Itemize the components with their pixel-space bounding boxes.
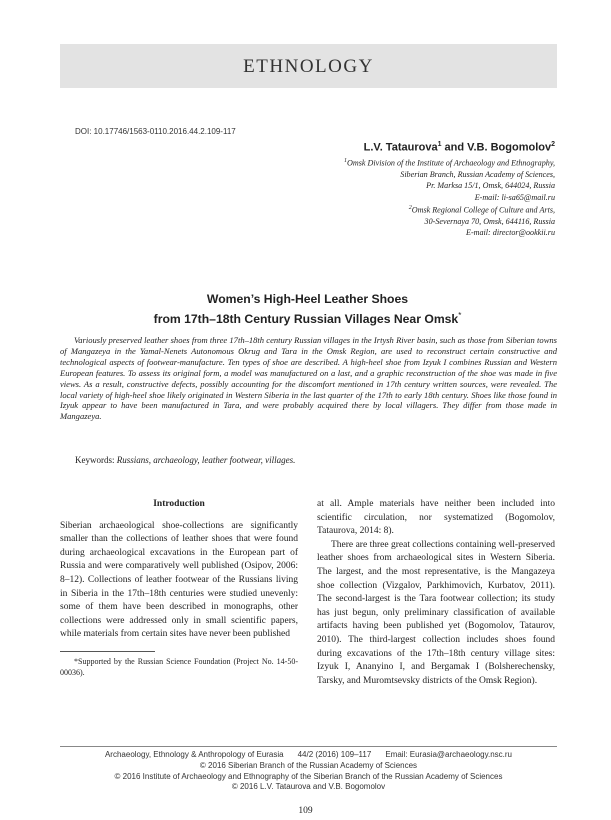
author-2-affil-mark: 2 [551, 141, 555, 148]
affiliation-2-line: $^2$Omsk Regional College of Culture and Arts, [408, 204, 555, 215]
affiliation-1-line: $^1$Omsk Division of the Institute of Archaeology and Ethnography, [344, 158, 555, 168]
footer-journal-line [60, 750, 557, 761]
author-2-name: V.B. Bogomolov [467, 141, 552, 154]
introduction-heading: Introduction [153, 499, 205, 509]
affiliation-2-mark: 2 [408, 204, 412, 211]
footer-rule [60, 746, 557, 747]
author-line [364, 141, 555, 154]
author-1-affil-mark: 1 [437, 141, 442, 148]
footer-copyright: © 2016 L.V. Tataurova and V.B. Bogomolov [231, 782, 386, 792]
affiliation-2-email: E-mail: director@ookkii.ru [466, 228, 555, 238]
title-line-1: Women’s High-Heel Leather Shoes [206, 292, 409, 306]
footer-email: Email: Eurasia@archaeology.nsc.ru [385, 750, 513, 759]
page-number: 109 [298, 806, 313, 816]
affiliation-1-line: Siberian Branch, Russian Academy of Sciences, [400, 169, 555, 179]
body-paragraph: Siberian archaeological shoe-collections are significantly smaller than the collections of leather shoes that were found during archaeological excavations in the European part of Russia and were comparatively well published (Osipov, 2006: 8–12). Collections of leather footwear of the Russians living in Siberia in the 17th–18th centuries were studied unevenly: some of them have been described in monographs, other collections were addressed only in small scientific papers, while materials from certain sites have never been published [60, 520, 298, 640]
affiliation-1-line: Pr. Marksa 15/1, Omsk, 644024, Russia [426, 181, 555, 191]
affiliation-2-line: 30-Severnaya 70, Omsk, 644116, Russia [424, 216, 555, 226]
body-paragraph: There are three great collections containing well-preserved leather shoes from archaeological sites in Western Siberia. The largest, and the most representative, is the Mangazeya shoe collection (Vizgalov, Parkhimovich, Kurbatov, 2011). The second-largest is the Tara footwear collection; its study has just begun, only preliminary classification of available artifacts having been published yet (Bogomolov, Tataurov, 2010). The third-largest collection includes shoes found during excavations of the 17th–18th century village sites: Izyuk I, Ananyino I, and Bergamak I (Bolsherechensky, Tarsky, and Muromtsevsky districts of the Omsk Region). [317, 539, 555, 686]
abstract: Variously preserved leather shoes from three 17th–18th century Russian villages in the Irtysh River basin, such as those from Siberian towns of Mangazeya in the Yamal-Nenets Autonomous Okrug and Tara in the Omsk Region, are used to reconstruct certain constructive and technological aspects of footwear-manufacture. Ten types of shoe are described. A high-heel shoe from Izyuk I combines Russian and Western European features. To assess its original form, a model was manufactured on a last, and a graphic reconstruction of the shoe was made in five views. As a result, constructive defects, possibly accounting for the discomfort mentioned in 17th century written sources, were revealed. The local variety of high-heel shoe likely originated in Western Siberia in the last quarter of the 17th to early 18th century. Shoes like those found in Izyuk appear to have been manufactured in Tara, and were probably acquired there by local villagers. They differ from those made in Mangazeya. [60, 335, 557, 422]
section-title: ETHNOLOGY [243, 56, 374, 77]
article-title [60, 292, 555, 327]
keywords [75, 455, 295, 465]
keywords-text: Russians, archaeology, leather footwear, villages. [116, 455, 296, 465]
author-joiner: and [441, 141, 468, 154]
body-paragraph: at all. Ample materials have neither been included into scientific circulation, nor systematized (Bogomolov, Tataurova, 2014: 8). [317, 499, 555, 537]
footer-copyright: © 2016 Siberian Branch of the Russian Academy of Sciences [199, 760, 418, 770]
left-column [60, 498, 298, 678]
affiliation-1-email: E-mail: li-sa65@mail.ru [474, 192, 555, 202]
title-line-2: from 17th–18th Century Russian Villages Near Omsk* [153, 310, 462, 326]
affiliation-1-mark: 1 [344, 158, 348, 164]
footer-copyright: © 2016 Institute of Archaeology and Ethnography of the Siberian Branch of the Russian Academy of Sciences [114, 771, 503, 781]
keywords-label: Keywords: [75, 455, 115, 465]
author-1-name: L.V. Tataurova [363, 141, 438, 154]
page-footer [60, 750, 557, 793]
footnote: *Supported by the Russian Science Foundation (Project No. 14-50-00036). [60, 656, 298, 677]
right-column [317, 498, 555, 688]
footer-issue: 44/2 (2016) 109–117 [297, 750, 372, 759]
footnote-rule [60, 651, 155, 652]
section-header-band [60, 44, 557, 88]
footer-journal: Archaeology, Ethnology & Anthropology of Eurasia [104, 750, 284, 759]
doi-line: DOI: 10.17746/1563-0110.2016.44.2.109-117 [75, 127, 236, 136]
affiliations [225, 156, 555, 238]
title-footnote-mark: * [458, 310, 462, 320]
